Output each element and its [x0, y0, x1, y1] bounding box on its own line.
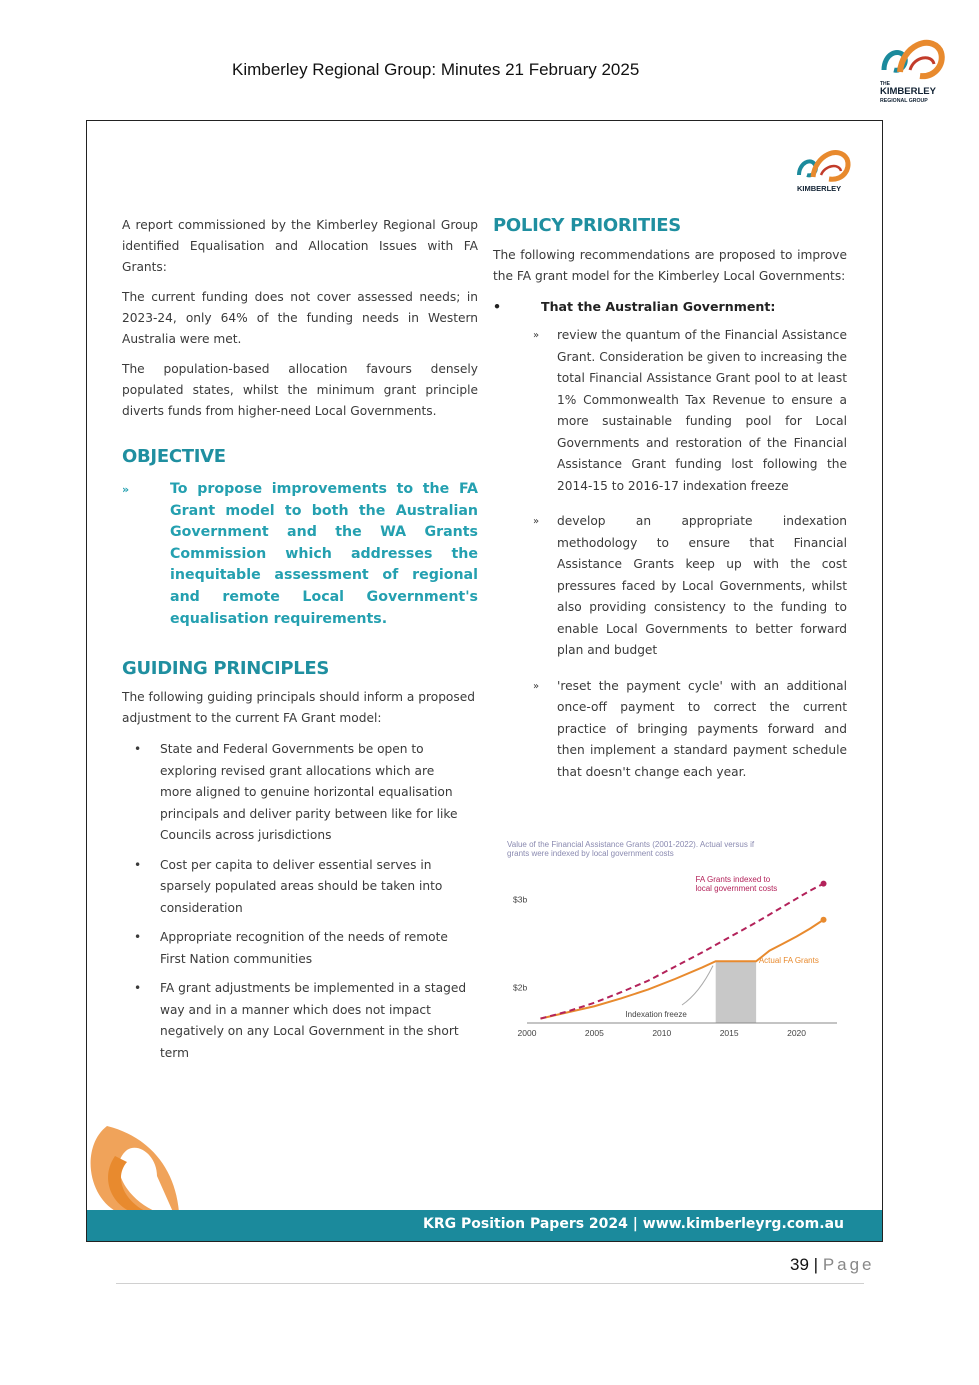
- intro-paragraph-1: A report commissioned by the Kimberley Regional Group identified Equalisation and Allocation Issues with FA Grants:: [122, 218, 478, 274]
- recommendations-list: [493, 325, 847, 783]
- bullet-marker: •: [134, 742, 142, 757]
- bullet-marker: •: [493, 299, 502, 314]
- fa-grants-chart: [497, 833, 847, 1043]
- footer-text: KRG Position Papers 2024 | www.kimberleyrg.com.au: [423, 1216, 844, 1232]
- principles-intro: The following guiding principals should inform a proposed adjustment to the current FA Grant model:: [122, 690, 475, 726]
- left-column: [122, 215, 478, 1072]
- list-item: [122, 927, 478, 970]
- position-paper-page: [86, 120, 883, 1242]
- recommendation-text: 'reset the payment cycle' with an additional once-off payment to correct the current practice of bringing payments forward and then implement a standard payment schedule that doesn't change each year.: [557, 678, 847, 779]
- page-separator: |: [813, 1255, 819, 1274]
- x-tick-label: 2010: [652, 1028, 672, 1038]
- x-tick-label: 2005: [584, 1028, 604, 1038]
- document-header-title: Kimberley Regional Group: Minutes 21 February 2025: [232, 60, 640, 79]
- series-actual-fa-grants: [540, 920, 823, 1019]
- label-indexed-line1: FA Grants indexed to: [695, 874, 771, 884]
- page-word: Page: [822, 1255, 875, 1274]
- chart-title-line2: grants were indexed by local government costs: [507, 849, 674, 858]
- recommendation-text: develop an appropriate indexation methodology to ensure that Financial Assistance Grants keep up with the cost pressures faced by Local Governments, whilst also providing consistency to the funding to enable Local Governments to better forward plan and budget: [557, 514, 847, 657]
- guiding-principles-heading: GUIDING PRINCIPLES: [122, 658, 330, 680]
- australian-government-line: [493, 296, 847, 317]
- logo-line2: KIMBERLEY: [880, 86, 936, 97]
- page-number-value: 39: [790, 1255, 809, 1274]
- orange-swoosh-decoration: [87, 1126, 187, 1216]
- list-item: [122, 739, 478, 847]
- chevron-marker: »: [533, 516, 540, 527]
- principles-list: [122, 739, 478, 1064]
- indexed-end-point: [821, 881, 827, 887]
- objective-heading: OBJECTIVE: [122, 446, 226, 467]
- logo-swirl-red: [910, 58, 934, 70]
- chart-title-line1: Value of the Financial Assistance Grants (2001-2022). Actual versus if: [507, 840, 755, 849]
- series-indexed-fa-grants: [540, 884, 823, 1019]
- x-tick-label: 2000: [517, 1028, 537, 1038]
- bullet-marker: •: [134, 857, 142, 872]
- logo-line1: THE: [880, 81, 890, 87]
- inner-kimberley-logo: [793, 139, 853, 203]
- policy-priorities-heading: POLICY PRIORITIES: [493, 215, 681, 236]
- label-actual: Actual FA Grants: [758, 956, 819, 965]
- bullet-marker: •: [134, 981, 142, 996]
- label-indexed-line2: local government costs: [695, 883, 778, 893]
- principle-text: State and Federal Governments be open to exploring revised grant allocations which are more aligned to genuine horizontal equalisation principals and deliver parity between like for like Councils across jurisdictions: [160, 742, 458, 843]
- actual-end-point: [821, 917, 827, 923]
- principle-text: Appropriate recognition of the needs of remote First Nation communities: [160, 930, 448, 966]
- objective-text: To propose improvements to the FA Grant model to both the Australian Government and the WA Grants Commission which addresses the inequitable assessment of regional and remote Local Government's equalisation requirements.: [170, 481, 478, 627]
- bullet-marker: •: [134, 930, 142, 945]
- intro-paragraph-2: The current funding does not cover assessed needs; in 2023-24, only 64% of the funding needs in Western Australia were met.: [122, 290, 478, 346]
- indexation-freeze-region: [716, 961, 756, 1023]
- inner-logo-text: KIMBERLEY: [797, 184, 842, 193]
- policy-intro: The following recommendations are proposed to improve the FA grant model for the Kimberley Local Governments:: [493, 248, 847, 283]
- chevron-marker: »: [533, 330, 540, 341]
- kimberley-logo: [876, 26, 948, 108]
- principle-text: FA grant adjustments be implemented in a staged way and in a manner which does not impact negatively on any Local Government in the short term: [160, 981, 467, 1060]
- objective-item: [122, 479, 478, 630]
- logo-line3: REGIONAL GROUP: [880, 98, 928, 104]
- y-tick-label: $2b: [513, 982, 528, 993]
- x-tick-label: 2020: [787, 1028, 807, 1038]
- y-tick-label: $3b: [513, 894, 528, 905]
- label-indexation-freeze: Indexation freeze: [625, 1010, 687, 1019]
- right-column: [493, 215, 847, 797]
- page-number: [790, 1255, 875, 1275]
- list-item: [493, 676, 847, 784]
- freeze-pointer-line: [682, 966, 713, 1005]
- intro-paragraph-3: The population-based allocation favours densely populated states, whilst the minimum grant principle diverts funds from higher-need Local Governments.: [122, 362, 478, 418]
- chevron-marker: »: [533, 680, 540, 692]
- objective-marker: »: [122, 483, 130, 496]
- list-item: [122, 855, 478, 920]
- x-tick-label: 2015: [719, 1028, 739, 1038]
- recommendation-text: review the quantum of the Financial Assistance Grant. Consideration be given to increasing the total Financial Assistance Grant pool to at least 1% Commonwealth Tax Revenue to ensure a more sustainable funding pool for Local Governments and restoration of the Financial Assistance Grant funding lost following the 2014-15 to 2016-17 indexation freeze: [557, 328, 847, 493]
- gov-line-text: That the Australian Government:: [541, 299, 776, 314]
- principle-text: Cost per capita to deliver essential serves in sparsely populated areas should be taken into consideration: [160, 857, 443, 915]
- list-item: [122, 978, 478, 1064]
- list-item: [493, 325, 847, 497]
- list-item: [493, 511, 847, 662]
- bottom-rule: [116, 1283, 864, 1284]
